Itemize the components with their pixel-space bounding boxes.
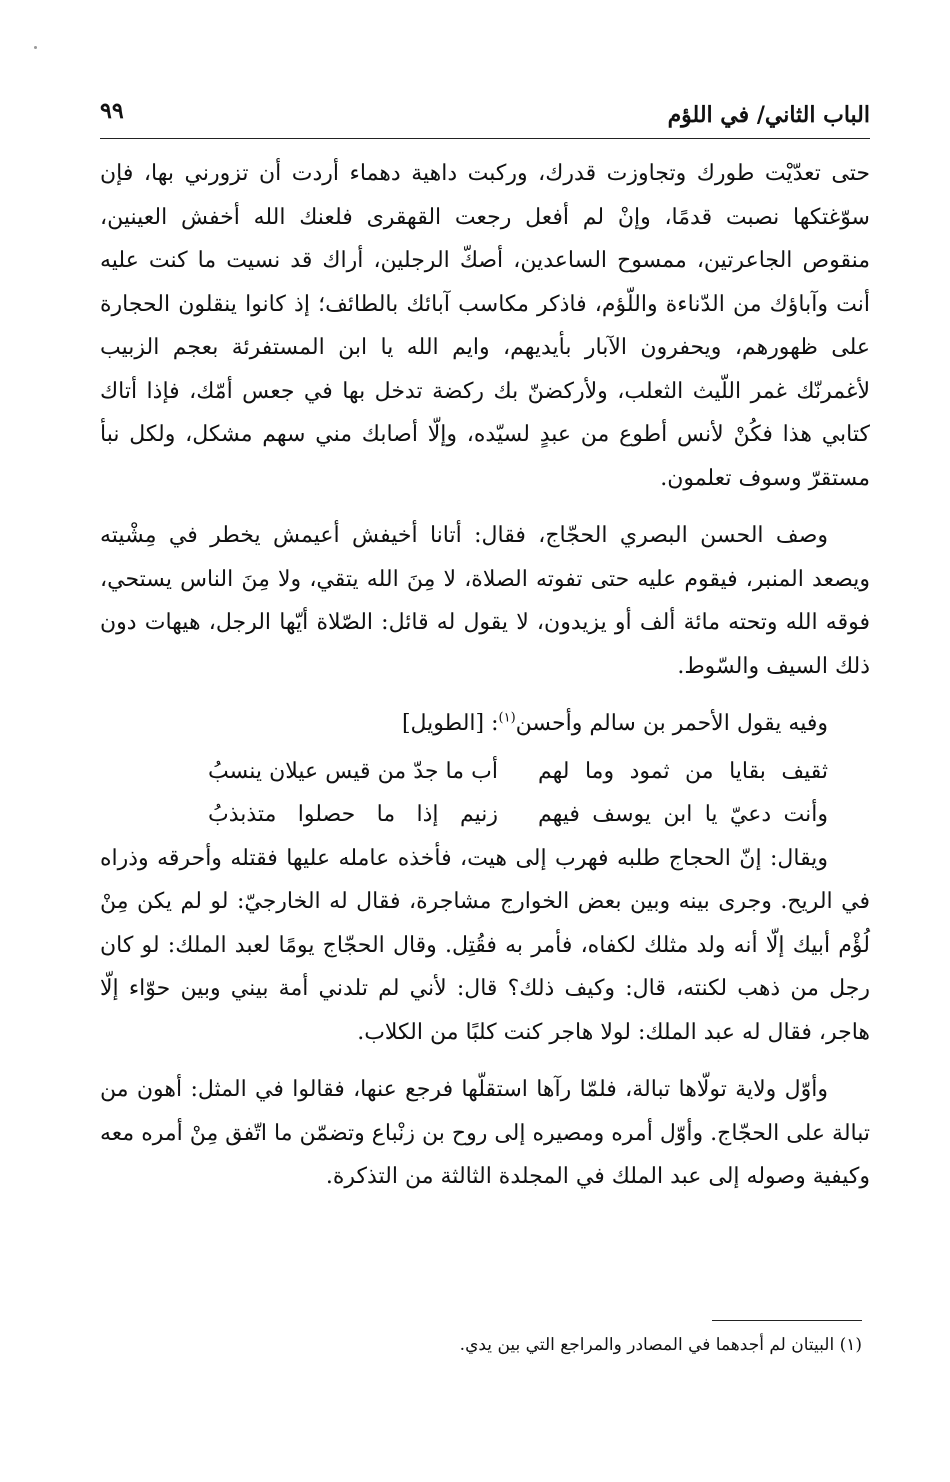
verse-line: [100, 793, 870, 837]
verse-first-hemistich: وأنت دعيّ يا ابن يوسف فيهم: [538, 802, 828, 827]
chapter-title: الباب الثاني/ في اللؤم: [667, 102, 870, 128]
footnote-rule: [712, 1320, 862, 1321]
header-rule: [100, 138, 870, 139]
paragraph-tabala: وأوّل ولاية تولّاها تبالة، فلمّا رآها استقلّها فرجع عنها، فقالوا في المثل: أهون من تبالة على الحجّاج. وأوّل أمره ومصيره إلى روح بن زنْباع وتضمّن ما اتّفق مِنْ أمره معه وكيفية وصوله إلى عبد الملك في المجلدة الثالثة من التذكرة.: [100, 1077, 870, 1189]
verse-line: [100, 750, 870, 794]
running-header: [100, 92, 870, 132]
scan-speck: [34, 46, 37, 49]
verse-intro: [100, 702, 870, 746]
page-number: ٩٩: [100, 98, 124, 124]
verse-second-hemistich: زنيم إذا ما حصلوا متذبذبُ: [208, 802, 498, 827]
paragraph-hit: ويقال: إنّ الحجاج طلبه فهرب إلى هيت، فأخذه عامله عليها فقتله وأحرقه وذراه في الريح. وجرى بينه وبين بعض الخوارج مشاجرة، فقال له الخارجيّ: لو لم يكن مِنْ لُؤْم أبيك إلّا أنه ولد مثلك لكفاه، فأمر به فقُتِل. وقال الحجّاج يومًا لعبد الملك: لو كان رجل من ذهب لكنته، قال: وكيف ذلك؟ قال: لأني لم تلدني أمة بيني وبين حوّاء إلّا هاجر، فقال له عبد الملك: لولا هاجر كنت كلبًا من الكلاب.: [100, 845, 870, 1045]
verse-first-hemistich: ثقيف بقايا من ثمود وما لهم: [538, 758, 828, 784]
main-text: [100, 152, 870, 1199]
paragraph-hasan-basri: وصف الحسن البصري الحجّاج، فقال: أتانا أخيفش أعيمش يخطر في مِشْيته ويصعد المنبر، فيقوم عليه حتى تفوته الصلاة، لا مِنَ الله يتقي، ولا مِنَ الناس يستحي، فوقه الله وتحته مائة ألف أو يزيدون، لا يقول له قائل: الصّلاة أيّها الرجل، هيهات دون ذلك السيف والسّوط.: [100, 523, 870, 679]
paragraph-letter: حتى تعدّيْت طورك وتجاوزت قدرك، وركبت داهية دهماء أردت أن تزورني بها، فإن سوّغتكها نصبت قدمًا، وإنْ لم أفعل رجعت القهقرى فلعنك الله أخفش العينين، منقوص الجاعرتين، ممسوح الساعدين، أصكّ الرجلين، أراك قد نسيت ما كنت عليه أنت وآباؤك من الدّناءة واللّؤم، فاذكر مكاسب آبائك بالطائف؛ إذ كانوا ينقلون الحجارة على ظهورهم، ويحفرون الآبار بأيديهم، وايم الله يا ابن المستفرئة بعجم الزبيب لأغمرنّك غمر اللّيث الثعلب، ولأركضنّ بك ركضة تدخل بها في جعس أمّك، فإذا أتاك كتابي هذا فكُنْ لأنس أطوع من عبدٍ لسيّده، وإلّا أصابك مني سهم مشكل، ولكل نبأ مستقرّ وسوف تعلمون.: [100, 161, 870, 491]
meter-label: : [الطويل]: [401, 711, 499, 736]
footnote: (١) البيتان لم أجدهما في المصادر والمراجع التي بين يدي.: [459, 1335, 862, 1355]
verse-intro-text: وفيه يقول الأحمر بن سالم وأحسن: [515, 711, 828, 736]
verse-second-hemistich: أب ما جدّ من قيس عيلان ينسبُ: [208, 758, 498, 784]
footnote-ref: (١): [498, 710, 516, 726]
